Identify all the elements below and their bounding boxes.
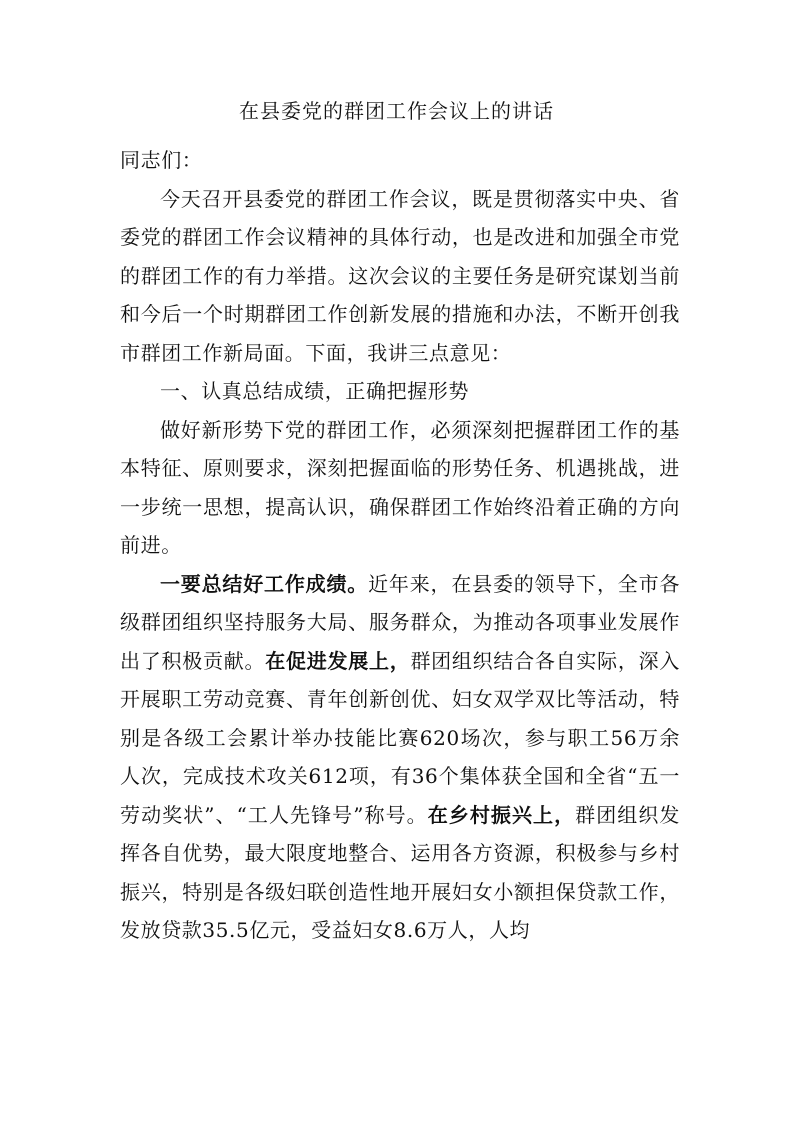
bold-development: 在促进发展上， [265, 648, 411, 673]
bold-lead: 一要总结好工作成绩。 [160, 571, 369, 596]
section-heading-1: 一、认真总结成绩，正确把握形势 [160, 379, 469, 403]
document-body [120, 141, 680, 950]
paragraph-situation: 做好新形势下党的群团工作，必须深刻把握群团工作的基本特征、原则要求，深刻把握面临的形势任务、机遇挑战，进一步统一思想，提高认识，确保群团工作始终沿着正确的方向前进。 [120, 417, 680, 557]
bold-rural: 在乡村振兴上， [427, 802, 576, 827]
document-title: 在县委党的群团工作会议上的讲话 [239, 99, 554, 123]
paragraph-achievements [120, 565, 680, 950]
text-a: 近年来，在县委的领导下，全市各级群团组织坚持服务大局、服务群众，为推动各项事业发展作出了积极贡献。 [120, 571, 681, 673]
text-b: 群团组织结合各自实际，深入开展职工劳动竞赛、青年创新创优、妇女双学双比等活动，特别是各级工会累计举办技能比赛620场次，参与职工56万余人次，完成技术攻关612项，有36个集体获全国和全省“五一劳动奖状”、“工人先锋号”称号。 [120, 648, 680, 827]
paragraph-intro: 今天召开县委党的群团工作会议，既是贯彻落实中央、省委党的群团工作会议精神的具体行动，也是改进和加强全市党的群团工作的有力举措。这次会议的主要任务是研究谋划当前和今后一个时期群团工作创新发展的措施和办法，不断开创我市群团工作新局面。下面，我讲三点意见： [120, 186, 680, 365]
greeting: 同志们： [120, 148, 203, 172]
text-c: 群团组织发挥各自优势，最大限度地整合、运用各方资源，积极参与乡村振兴，特别是各级妇联创造性地开展妇女小额担保贷款工作，发放贷款35.5亿元，受益妇女8.6万人，人均 [120, 802, 681, 942]
